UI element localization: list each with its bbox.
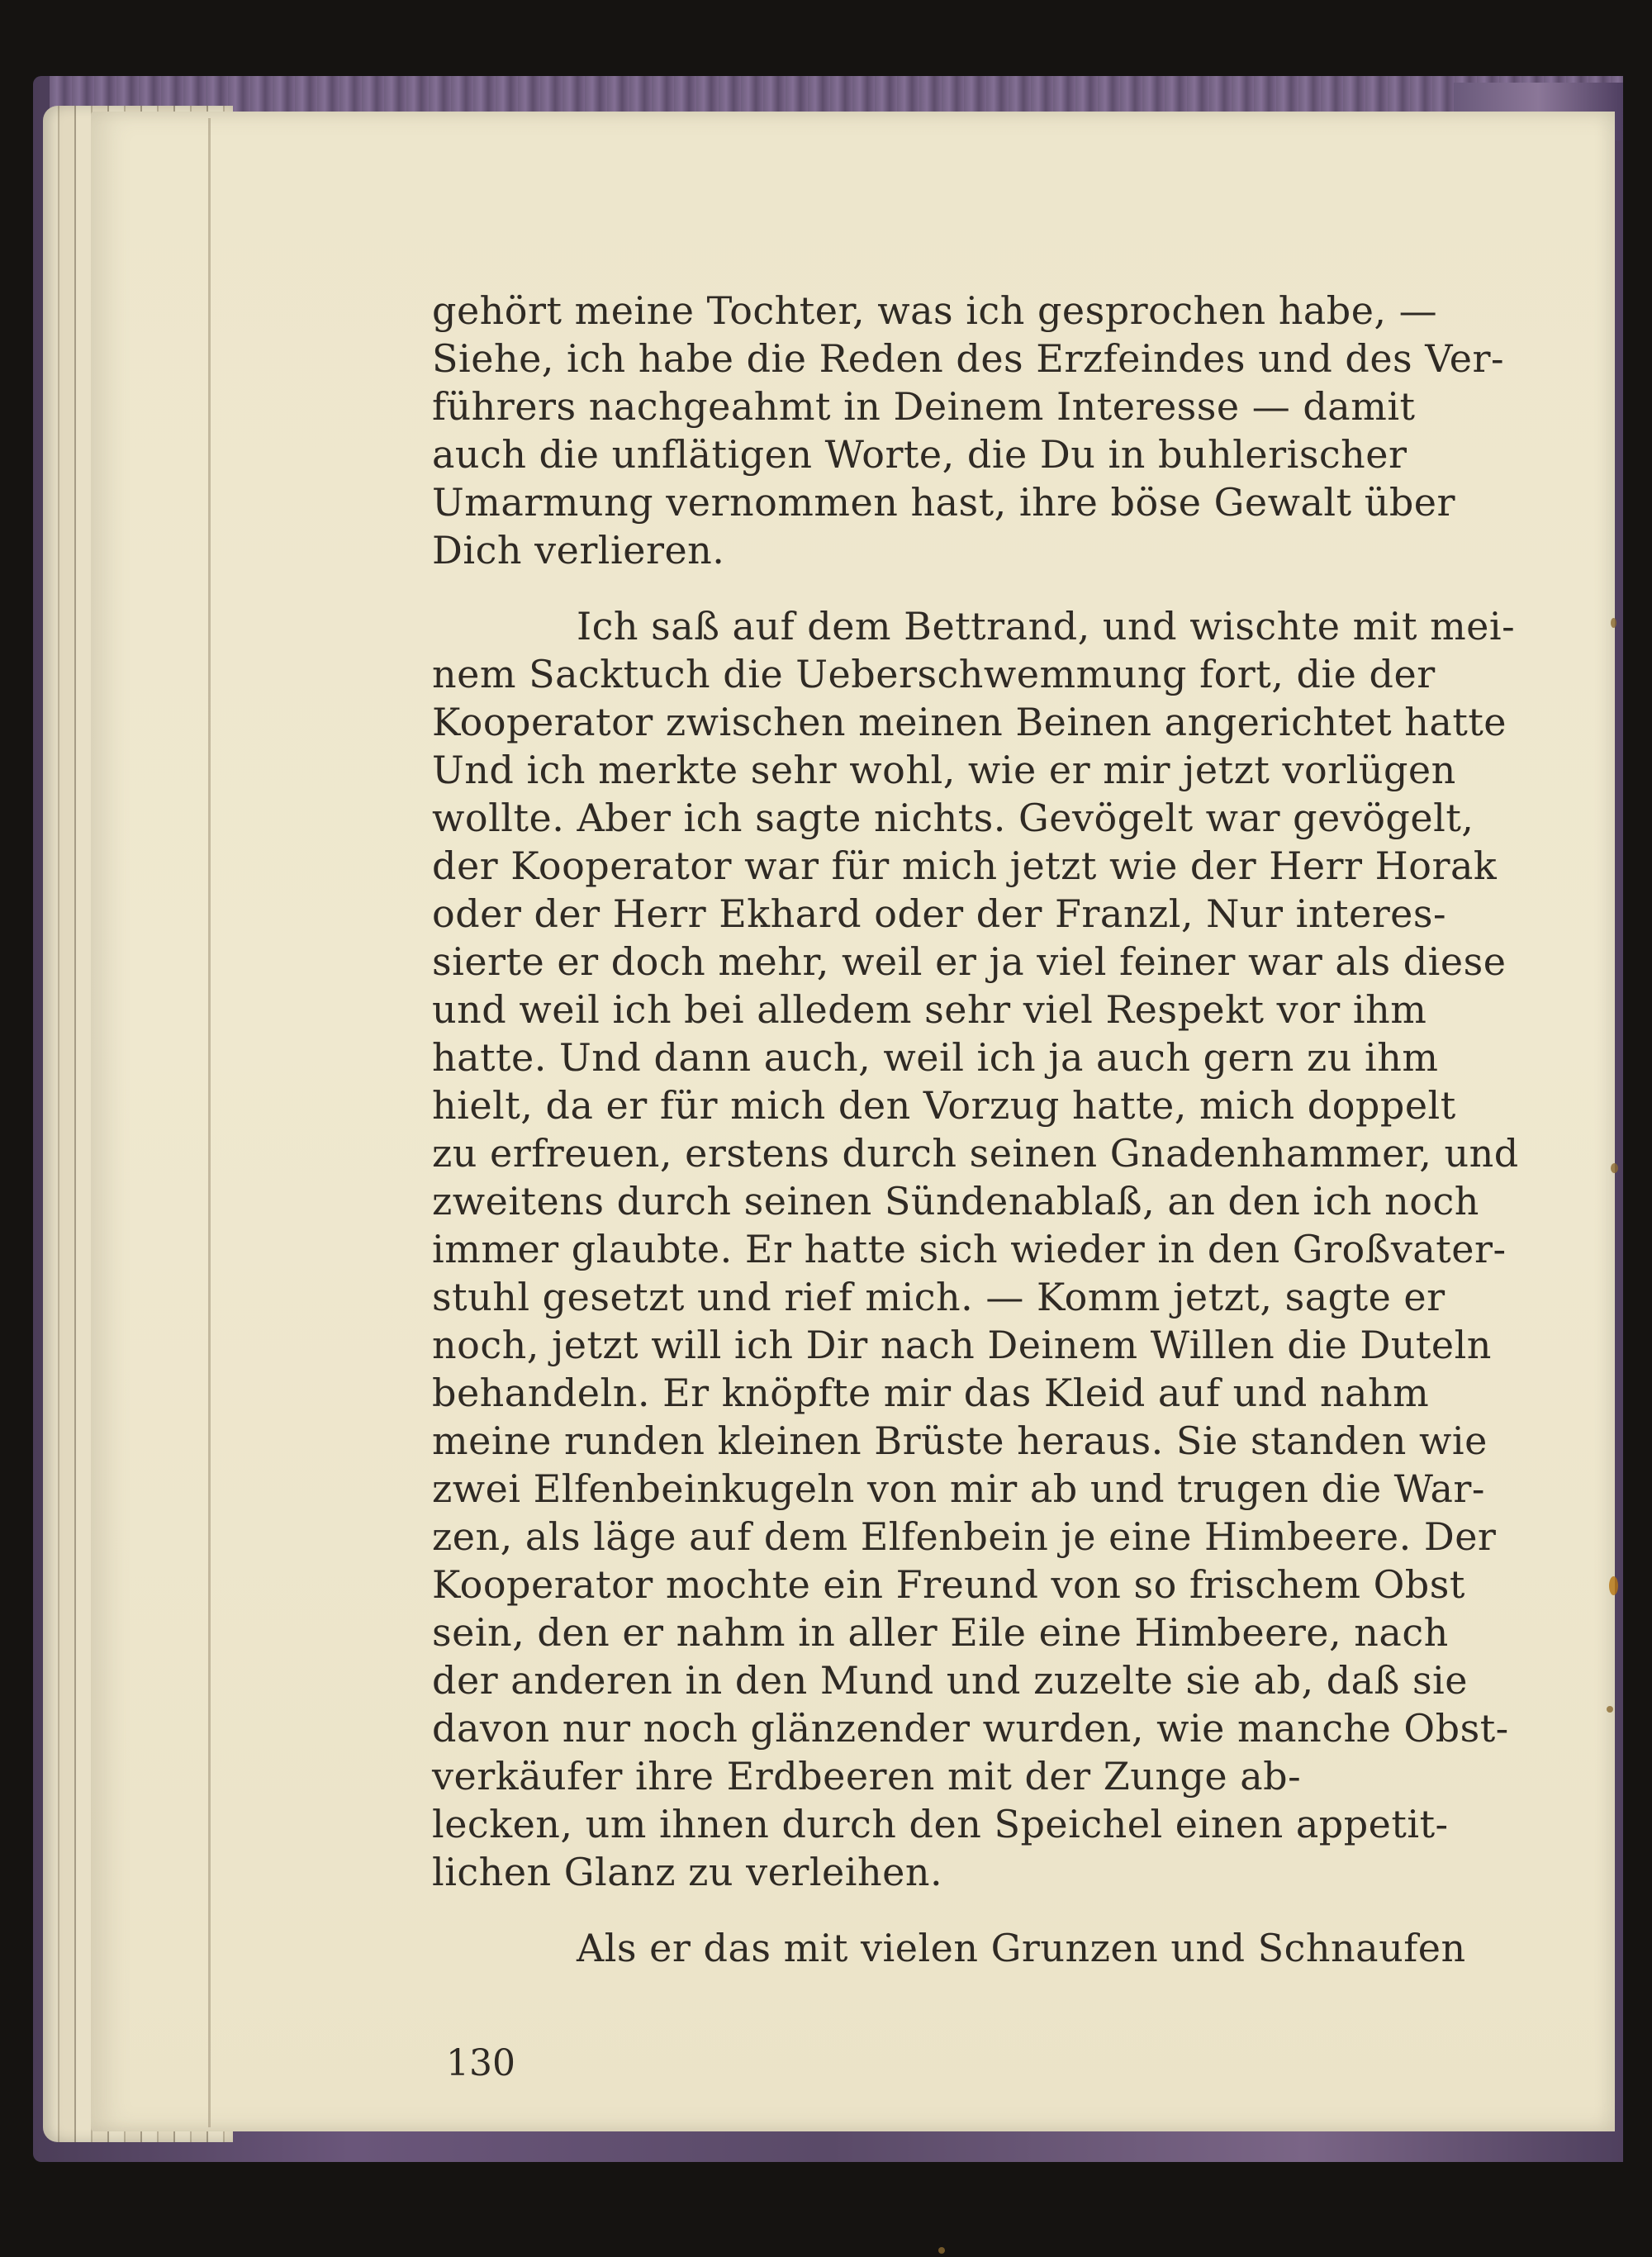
paper-speck: [938, 2247, 945, 2254]
paragraph-1: [432, 287, 1555, 574]
text-line: Kooperator zwischen meinen Beinen angerichtet hatte: [432, 700, 1507, 744]
text-line: nem Sacktuch die Ueberschwemmung fort, die der: [432, 652, 1436, 696]
text-line: der anderen in den Mund und zuzelte sie ab, daß sie: [432, 1658, 1468, 1703]
page-number: 130: [446, 2042, 515, 2084]
paper-speck: [1611, 618, 1616, 628]
text-line: lecken, um ihnen durch den Speichel einen appetit-: [432, 1802, 1449, 1846]
paper-speck: [1609, 1576, 1618, 1595]
text-line: Und ich merkte sehr wohl, wie er mir jetzt vorlügen: [432, 748, 1456, 792]
text-line: sein, den er nahm in aller Eile eine Himbeere, nach: [432, 1610, 1449, 1655]
text-line: Siehe, ich habe die Reden des Erzfeindes und des Ver-: [432, 336, 1505, 381]
text-line: Umarmung vernommen hast, ihre böse Gewalt über: [432, 480, 1455, 525]
text-line: hielt, da er für mich den Vorzug hatte, mich doppelt: [432, 1083, 1456, 1128]
text-line: zu erfreuen, erstens durch seinen Gnadenhammer, und: [432, 1131, 1519, 1176]
text-line: wollte. Aber ich sagte nichts. Gevögelt war gevögelt,: [432, 796, 1474, 840]
text-line: Kooperator mochte ein Freund von so frischem Obst: [432, 1562, 1465, 1607]
text-line: auch die unflätigen Worte, die Du in buhlerischer: [432, 432, 1408, 477]
text-line: hatte. Und dann auch, weil ich ja auch gern zu ihm: [432, 1035, 1439, 1080]
page-fold-line: [208, 118, 211, 2127]
text-line: davon nur noch glänzender wurden, wie manche Obst-: [432, 1706, 1509, 1751]
text-line: Dich verlieren.: [432, 528, 725, 573]
text-line: stuhl gesetzt und rief mich. — Komm jetzt, sagte er: [432, 1275, 1446, 1319]
paragraph-gap: [432, 1896, 1555, 1924]
text-line: noch, jetzt will ich Dir nach Deinem Willen die Duteln: [432, 1323, 1492, 1367]
paragraph-gap: [432, 574, 1555, 602]
text-line: führers nachgeahmt in Deinem Interesse — damit: [432, 384, 1416, 429]
text-line: lichen Glanz zu verleihen.: [432, 1850, 943, 1894]
paragraph-3: [432, 1924, 1555, 1972]
paper-speck: [1611, 1163, 1618, 1173]
text-line: Als er das mit vielen Grunzen und Schnaufen: [577, 1926, 1466, 1970]
paragraph-2: [432, 602, 1555, 1896]
text-line: gehört meine Tochter, was ich gesprochen habe, —: [432, 288, 1438, 333]
text-line: zweitens durch seinen Sündenablaß, an den ich noch: [432, 1179, 1479, 1224]
text-line: immer glaubte. Er hatte sich wieder in den Großvater-: [432, 1227, 1507, 1271]
text-line: Ich saß auf dem Bettrand, und wischte mit mei-: [577, 604, 1516, 649]
text-line: und weil ich bei alledem sehr viel Respekt vor ihm: [432, 987, 1427, 1032]
book-cover-top-strip: [50, 76, 1623, 114]
text-line: zen, als läge auf dem Elfenbein je eine Himbeere. Der: [432, 1514, 1497, 1559]
page-text-block: [432, 287, 1555, 1972]
text-line: behandeln. Er knöpfte mir das Kleid auf und nahm: [432, 1371, 1430, 1415]
text-line: der Kooperator war für mich jetzt wie der Herr Horak: [432, 843, 1498, 888]
text-line: sierte er doch mehr, weil er ja viel feiner war als diese: [432, 939, 1507, 984]
text-line: verkäufer ihre Erdbeeren mit der Zunge ab-: [432, 1754, 1302, 1798]
text-line: zwei Elfenbeinkugeln von mir ab und trugen die War-: [432, 1466, 1485, 1511]
text-line: meine runden kleinen Brüste heraus. Sie standen wie: [432, 1418, 1488, 1463]
paper-speck: [1607, 1706, 1613, 1713]
text-line: oder der Herr Ekhard oder der Franzl, Nur interes-: [432, 891, 1447, 936]
